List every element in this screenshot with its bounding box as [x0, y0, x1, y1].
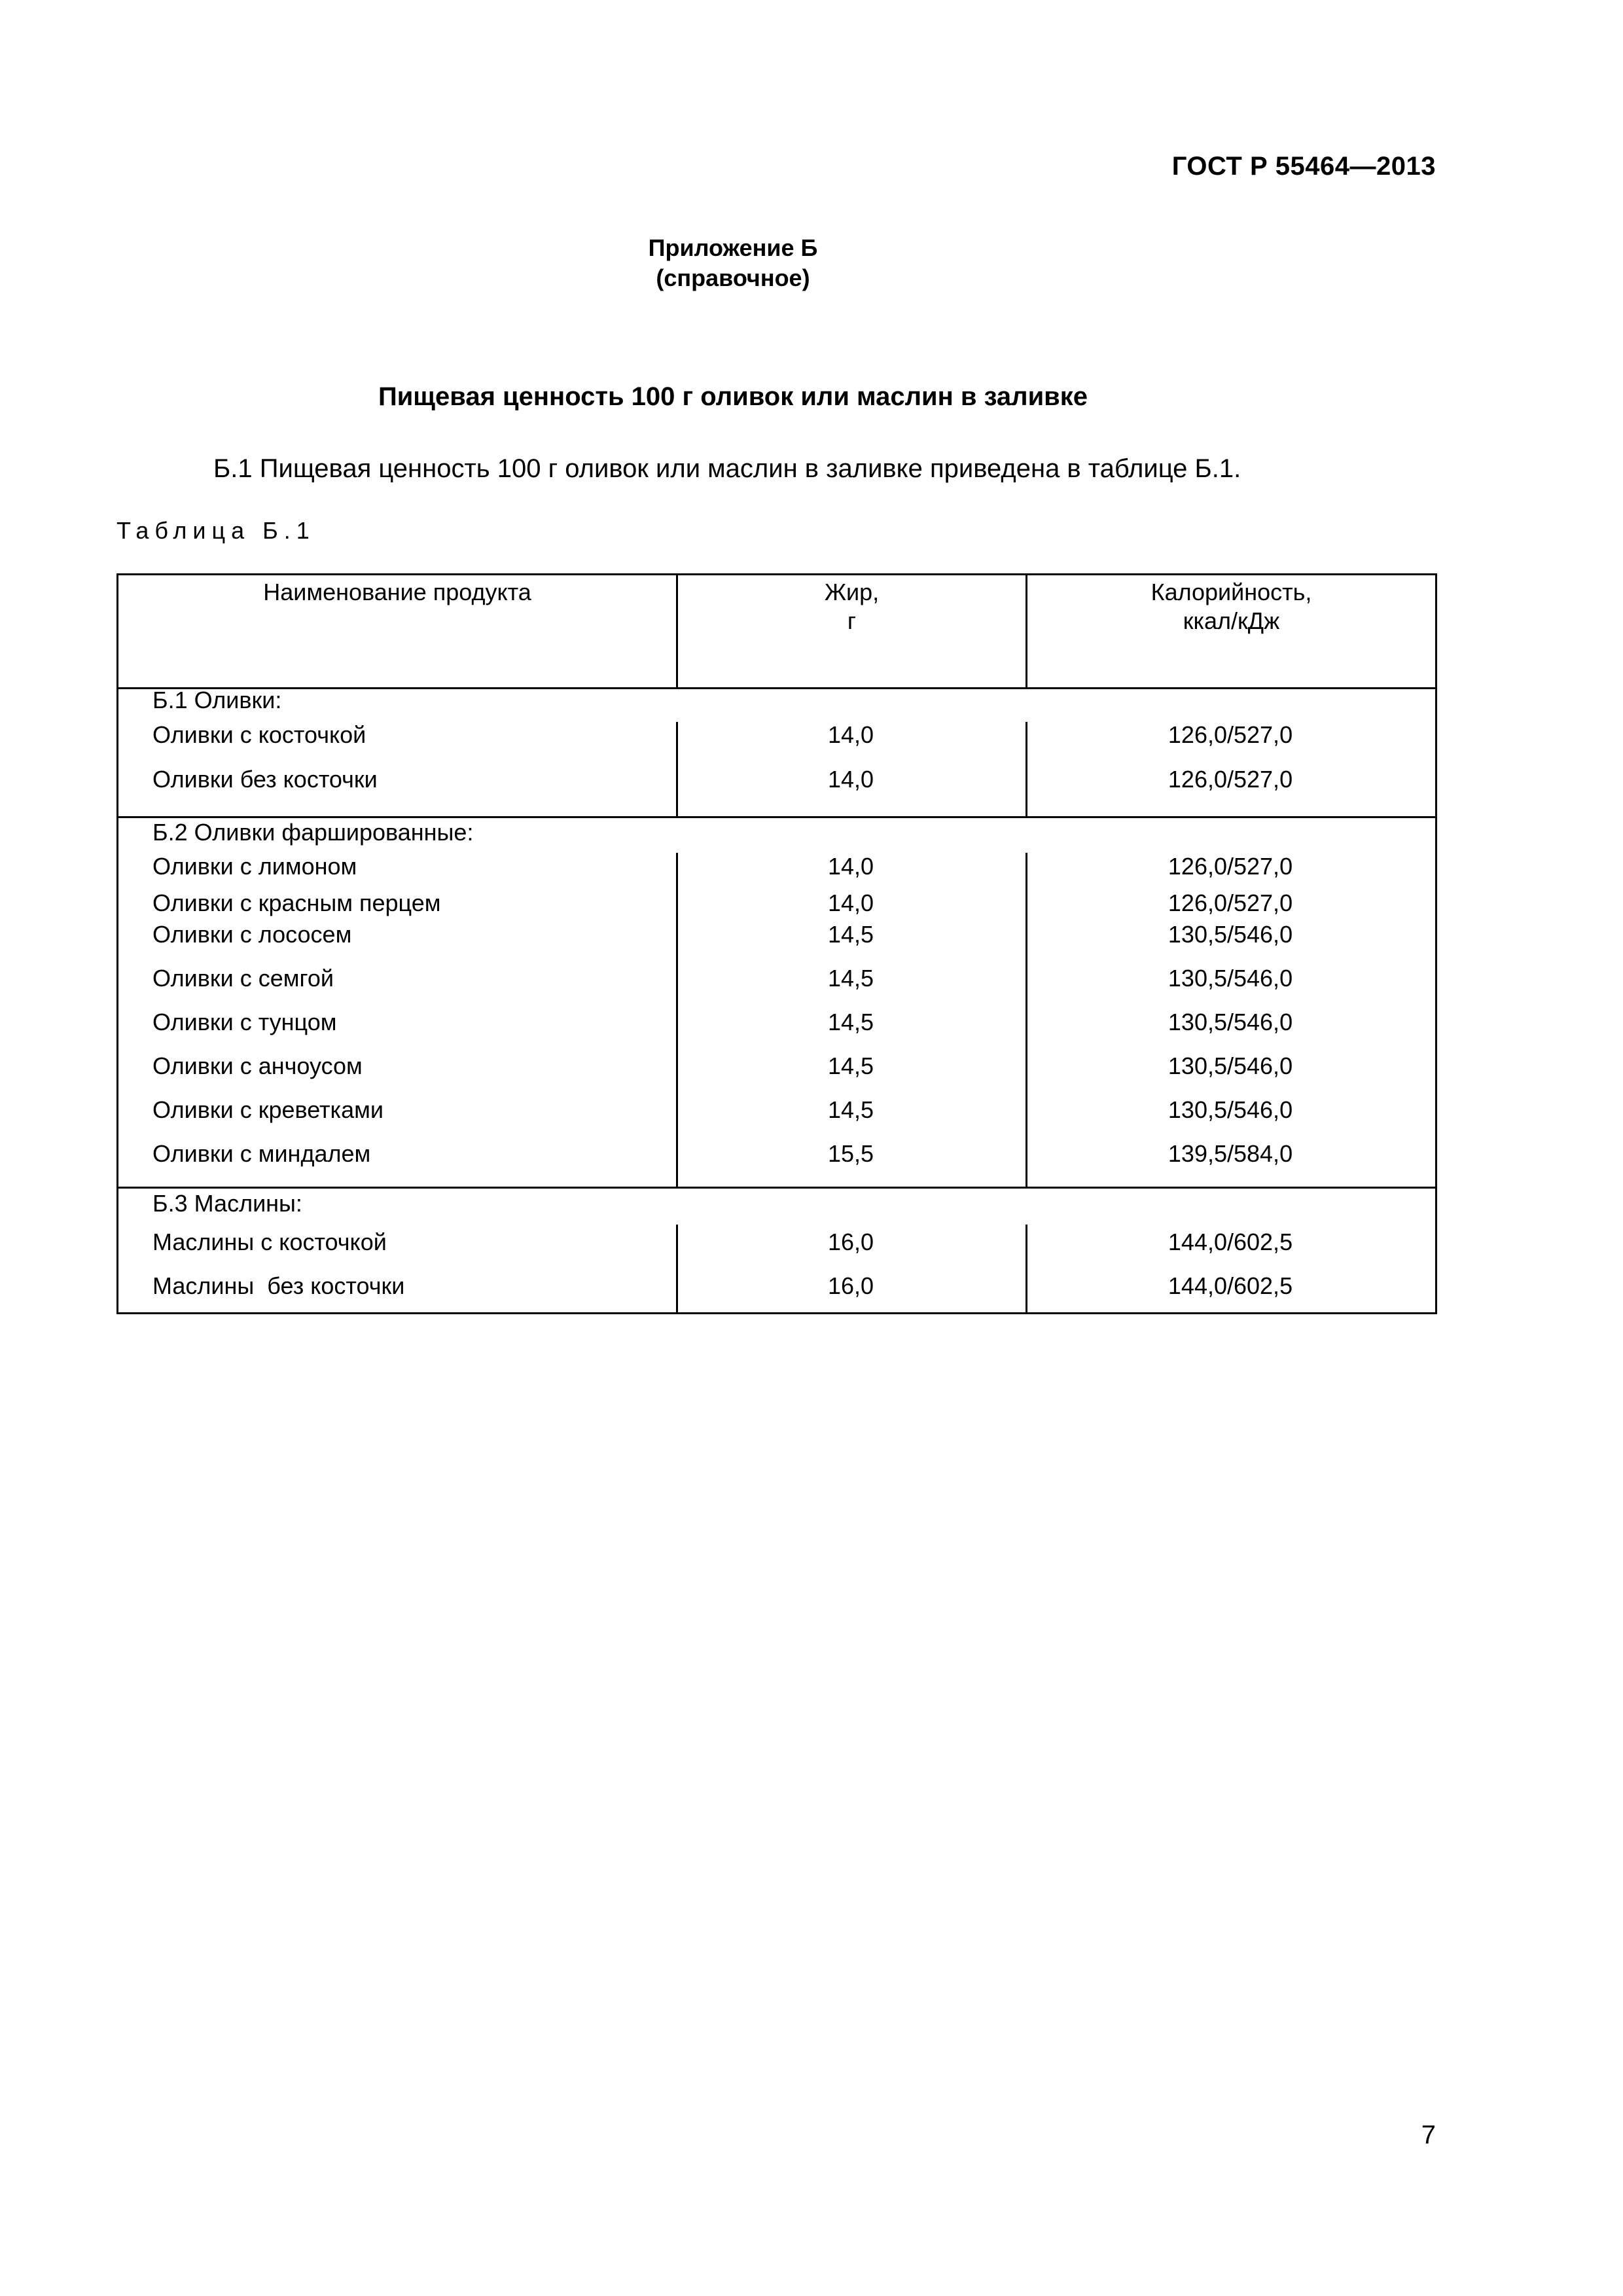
section-title: Пищевая ценность 100 г оливок или маслин в заливке [378, 382, 1088, 411]
table-row-fat: 14,0 [827, 766, 874, 793]
table-row-calories: 130,5/546,0 [1168, 1096, 1293, 1123]
table-row-name: Оливки с красным перцем [152, 889, 441, 916]
table-row-fat: 14,5 [827, 1096, 874, 1123]
appendix-heading [0, 233, 1544, 293]
table-row-fat: 14,0 [827, 853, 874, 880]
table-row-name: Оливки с креветками [152, 1096, 383, 1123]
group-title-olives: Б.1 Оливки: [152, 687, 282, 713]
column-header-name [118, 575, 676, 689]
table-row-calories: 139,5/584,0 [1168, 1140, 1293, 1167]
column-header-fat [676, 575, 1026, 689]
table-row-calories: 130,5/546,0 [1168, 921, 1293, 948]
appendix-title: Приложение Б [648, 234, 818, 261]
intro-paragraph: Б.1 Пищевая ценность 100 г оливок или маслин в заливке приведена в таблице Б.1. [213, 454, 1241, 483]
column-header-fat-line2: г [847, 607, 857, 634]
appendix-subtitle: (справочное) [656, 264, 810, 291]
table-row-fat: 16,0 [827, 1229, 874, 1255]
table-row-name: Оливки без косточки [152, 766, 378, 793]
nutrition-table [116, 573, 1437, 1314]
table-caption: Таблица Б.1 [116, 517, 315, 544]
column-header-calories [1026, 575, 1435, 689]
table-row-fat: 14,0 [827, 721, 874, 748]
table-row-calories: 130,5/546,0 [1168, 1009, 1293, 1035]
table-row-calories: 126,0/527,0 [1168, 766, 1293, 793]
table-row-name: Оливки с семгой [152, 965, 334, 992]
table-row-fat: 16,0 [827, 1272, 874, 1299]
table-row-name: Оливки с тунцом [152, 1009, 337, 1035]
group-divider [118, 1187, 1435, 1189]
table-row-calories: 126,0/527,0 [1168, 889, 1293, 916]
table-row-name: Оливки с анчоусом [152, 1052, 363, 1079]
group-divider [118, 816, 1435, 818]
table-row-calories: 130,5/546,0 [1168, 1052, 1293, 1079]
column-header-cal-line2: ккал/кДж [1183, 607, 1280, 634]
page-number: 7 [1421, 2121, 1436, 2149]
table-row-fat: 14,5 [827, 965, 874, 992]
group-title-black-olives: Б.3 Маслины: [152, 1190, 302, 1217]
table-row-fat: 14,5 [827, 921, 874, 948]
column-header-cal-line1: Калорийность, [1150, 579, 1312, 605]
table-row-calories: 126,0/527,0 [1168, 721, 1293, 748]
document-code: ГОСТ Р 55464—2013 [1171, 152, 1436, 181]
group-title-stuffed-olives: Б.2 Оливки фаршированные: [152, 819, 474, 846]
table-row-calories: 144,0/602,5 [1168, 1272, 1293, 1299]
table-row-calories: 130,5/546,0 [1168, 965, 1293, 992]
table-row-fat: 14,5 [827, 1009, 874, 1035]
table-row-fat: 14,0 [827, 889, 874, 916]
table-row-name: Оливки с косточкой [152, 721, 366, 748]
table-row-calories: 144,0/602,5 [1168, 1229, 1293, 1255]
column-header-name-label: Наименование продукта [263, 579, 531, 605]
table-row-name: Оливки с лососем [152, 921, 352, 948]
table-row-fat: 14,5 [827, 1052, 874, 1079]
table-row-name: Оливки с лимоном [152, 853, 357, 880]
column-header-fat-line1: Жир, [824, 579, 880, 605]
table-row-name: Маслины без косточки [152, 1272, 405, 1299]
table-row-fat: 15,5 [827, 1140, 874, 1167]
table-row-name: Оливки с миндалем [152, 1140, 371, 1167]
table-row-name: Маслины с косточкой [152, 1229, 387, 1255]
table-row-calories: 126,0/527,0 [1168, 853, 1293, 880]
